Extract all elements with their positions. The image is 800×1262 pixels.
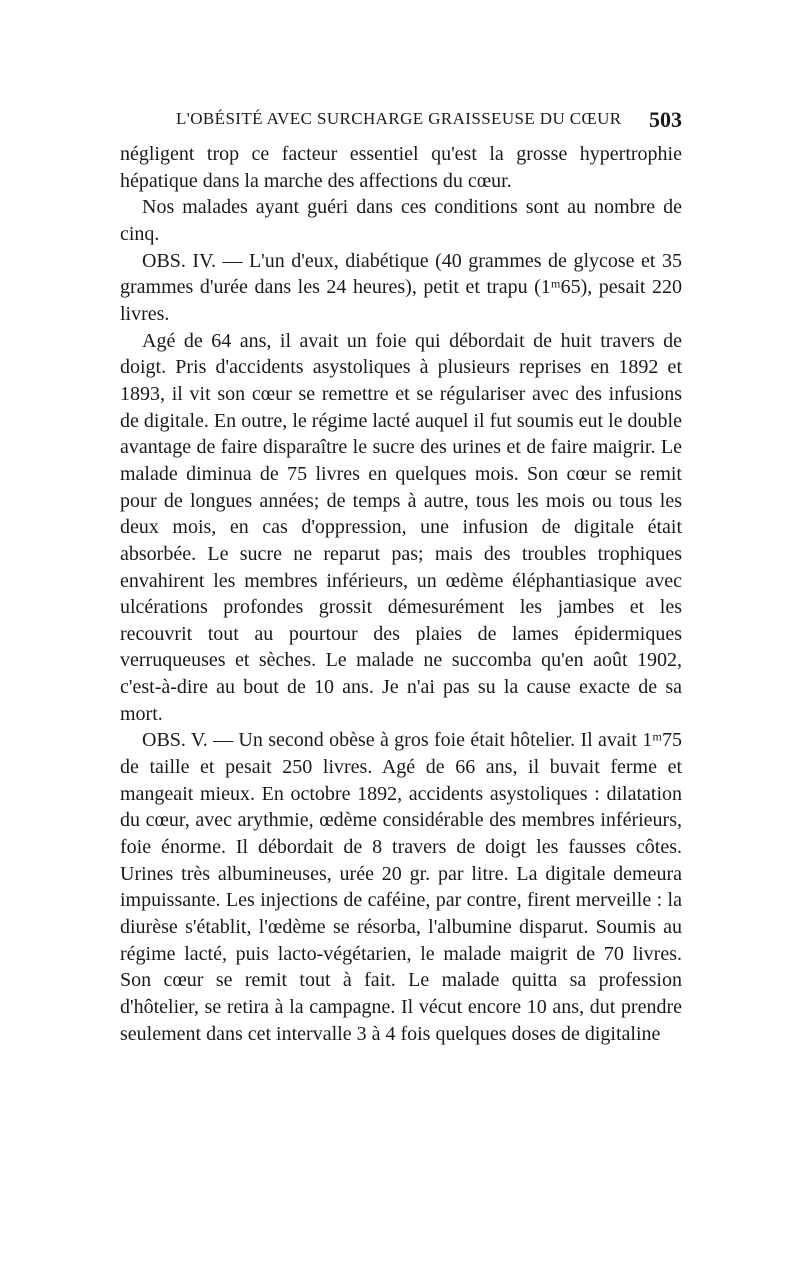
page-number: 503 [649, 107, 682, 132]
paragraph-obs-v: OBS. V. — Un second obèse à gros foie était hôtelier. Il avait 1ᵐ75 de taille et pesait 250 livres. Agé de 66 ans, il buvait ferme et mangeait mieux. En octobre 1892, accidents asystoliques : dilatation du cœur, avec arythmie, œdème considérable des membres inférieurs, foie énorme. Il débordait de 8 travers de doigt les fausses côtes. Urines très albumineuses, urée 20 gr. par litre. La digitale demeura impuissante. Les injections de caféine, par contre, firent merveille : la diurèse s'établit, l'œdème se résorba, l'albumine disparut. Soumis au régime lacté, puis lacto-végétarien, le malade maigrit de 70 livres. Son cœur se remit tout à fait. Le malade quitta sa profession d'hôtelier, se retira à la campagne. Il vécut encore 10 ans, dut prendre seulement dans cet intervalle 3 à 4 fois quelques doses de digitaline [120, 729, 682, 1045]
paragraph: Agé de 64 ans, il avait un foie qui débordait de huit travers de doigt. Pris d'accidents asystoliques à plusieurs reprises en 1892 et 1893, il vit son cœur se remettre et se régulariser avec des infusions de digitale. En outre, le régime lacté auquel il fut soumis eut le double avantage de faire disparaître le sucre des urines et de faire maigrir. Le malade diminua de 75 livres en quelques mois. Son cœur se remit pour de longues années; de temps à autre, tous les mois ou tous les deux mois, en cas d'oppression, une infusion de digitale était absorbée. Le sucre ne reparut pas; mais des troubles trophiques envahirent les membres inférieurs, un œdème éléphantiasique avec ulcérations profondes grossit démesurément les jambes et les recouvrit tout au pourtour des plaies de lames épidermiques verruqueuses et sèches. Le malade ne succomba qu'en août 1902, c'est-à-dire au bout de 10 ans. Je n'ai pas su la cause exacte de sa mort. [120, 329, 682, 725]
body-text [120, 141, 682, 1047]
paragraph: Nos malades ayant guéri dans ces conditions sont au nombre de cinq. [120, 196, 682, 245]
running-title: L'OBÉSITÉ AVEC SURCHARGE GRAISSEUSE DU CŒUR [176, 109, 622, 128]
paragraph-continuation: négligent trop ce facteur essentiel qu'est la grosse hypertrophie hépatique dans la marche des affections du cœur. [120, 143, 682, 192]
page-header [120, 109, 682, 139]
paragraph-obs-iv: OBS. IV. — L'un d'eux, diabétique (40 grammes de glycose et 35 grammes d'urée dans les 24 heures), petit et trapu (1ᵐ65), pesait 220 livres. [120, 249, 682, 325]
